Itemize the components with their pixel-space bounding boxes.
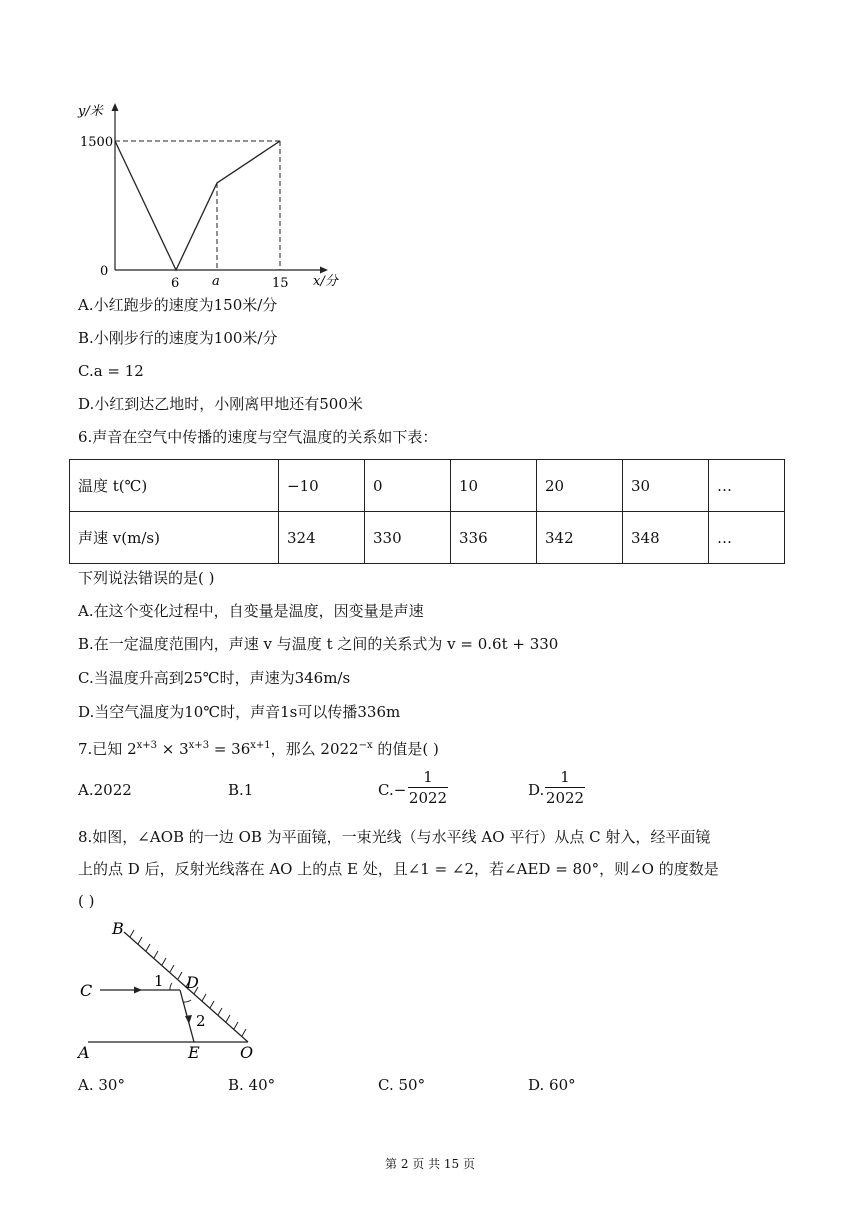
q7-option-d-fraction <box>545 767 585 808</box>
q8-stem-line1: 8.如图，∠AOB 的一边 OB 为平面镜，一束光线（与水平线 AO 平行）从点 C 射入，经平面镜 <box>78 828 711 846</box>
q5-option-b: B.小刚步行的速度为100米/分 <box>78 329 278 347</box>
table-cell: … <box>709 512 785 564</box>
q5-option-c: C.a = 12 <box>78 362 144 380</box>
q8-option-d: D. 60° <box>528 1076 576 1094</box>
page-footer: 第 2 页 共 15 页 <box>385 1157 475 1171</box>
table-cell: 324 <box>279 512 365 564</box>
q7-exponent: −x <box>358 740 373 751</box>
angle-1-label: 1 <box>154 972 164 990</box>
q6-prompt: 下列说法错误的是( ) <box>78 569 215 587</box>
q7-exponent: x+3 <box>136 740 158 751</box>
q5-option-d: D.小红到达乙地时，小刚离甲地还有500米 <box>78 395 363 413</box>
q6-option-a: A.在这个变化过程中，自变量是温度，因变量是声速 <box>78 602 424 620</box>
q5-option-a: A.小红跑步的速度为150米/分 <box>78 296 278 314</box>
x-axis-arrow <box>320 267 328 274</box>
q7-stem <box>78 735 439 760</box>
x-tick-15: 15 <box>272 276 289 290</box>
angle-2-arc <box>183 1000 191 1002</box>
q8-stem-line2: 上的点 D 后，反射光线落在 AO 上的点 E 处，且∠1 = ∠2，若∠AED = 80°，则∠O 的度数是 <box>78 860 719 878</box>
q7-exponent: x+3 <box>188 740 210 751</box>
table-cell: 30 <box>623 460 709 512</box>
y-axis-label: y/米 <box>78 104 103 119</box>
q6-stem: 6.声音在空气中传播的速度与空气温度的关系如下表： <box>78 428 438 446</box>
q7-exponent: x+1 <box>250 740 271 751</box>
q7-option-b: B.1 <box>228 781 254 799</box>
table-header-temperature: 温度 t(℃) <box>70 460 279 512</box>
q7-option-d-prefix: D. <box>528 781 545 799</box>
point-b-label: B <box>112 919 124 938</box>
point-d-label: D <box>186 973 199 992</box>
fraction-numerator: 1 <box>408 767 448 788</box>
q7-stem-prefix: 7.已知 2 <box>78 740 137 758</box>
q7-equals: = 36 <box>209 740 251 758</box>
q6-option-b: B.在一定温度范围内，声速 v 与温度 t 之间的关系式为 v = 0.6t + 330 <box>78 635 559 653</box>
table-cell: 0 <box>365 460 451 512</box>
fraction-denominator: 2022 <box>408 789 448 807</box>
q8-option-c: C. 50° <box>378 1076 426 1094</box>
table-cell: 20 <box>537 460 623 512</box>
q7-stem-suffix: 的值是( ) <box>372 740 439 758</box>
mirror-diagram <box>72 918 272 1066</box>
table-cell: … <box>709 460 785 512</box>
point-o-label: O <box>240 1043 254 1062</box>
q7-option-a: A.2022 <box>78 781 132 799</box>
q8-option-b: B. 40° <box>228 1076 276 1094</box>
q8-option-a: A. 30° <box>78 1076 125 1094</box>
y-axis-arrow <box>112 103 119 111</box>
table-header-speed: 声速 v(m/s) <box>70 512 279 564</box>
table-cell: 330 <box>365 512 451 564</box>
table-cell: 348 <box>623 512 709 564</box>
q7-option-c-fraction <box>408 767 448 808</box>
sound-speed-table <box>69 459 785 564</box>
q6-option-c: C.当温度升高到25℃时，声速为346m/s <box>78 669 351 687</box>
table-row <box>70 460 785 512</box>
angle-2-label: 2 <box>196 1012 206 1030</box>
q7-option-c-prefix: C.− <box>378 781 407 799</box>
x-tick-6: 6 <box>171 276 180 290</box>
table-cell: −10 <box>279 460 365 512</box>
table-cell: 10 <box>451 460 537 512</box>
fraction-numerator: 1 <box>545 767 585 788</box>
ray-cd-arrow <box>134 987 142 994</box>
distance-time-graph <box>70 95 350 290</box>
x-tick-a: a <box>212 274 220 289</box>
table-cell: 336 <box>451 512 537 564</box>
point-c-label: C <box>80 981 93 1000</box>
q6-option-d: D.当空气温度为10℃时，声音1s可以传播336m <box>78 703 401 721</box>
q7-times: × 3 <box>157 740 189 758</box>
x-axis-label: x/分 <box>313 274 338 289</box>
table-cell: 342 <box>537 512 623 564</box>
q7-stem-mid: ，那么 2022 <box>270 740 359 758</box>
ray-de-arrow <box>185 1015 192 1024</box>
table-row <box>70 512 785 564</box>
angle-1-arc <box>170 983 172 990</box>
y-tick-1500: 1500 <box>80 135 114 150</box>
q8-stem-line3: ( ) <box>78 892 95 910</box>
fraction-denominator: 2022 <box>545 789 585 807</box>
point-a-label: A <box>78 1043 90 1062</box>
distance-curve <box>115 141 280 270</box>
origin-label: 0 <box>100 264 109 279</box>
point-e-label: E <box>188 1043 200 1062</box>
